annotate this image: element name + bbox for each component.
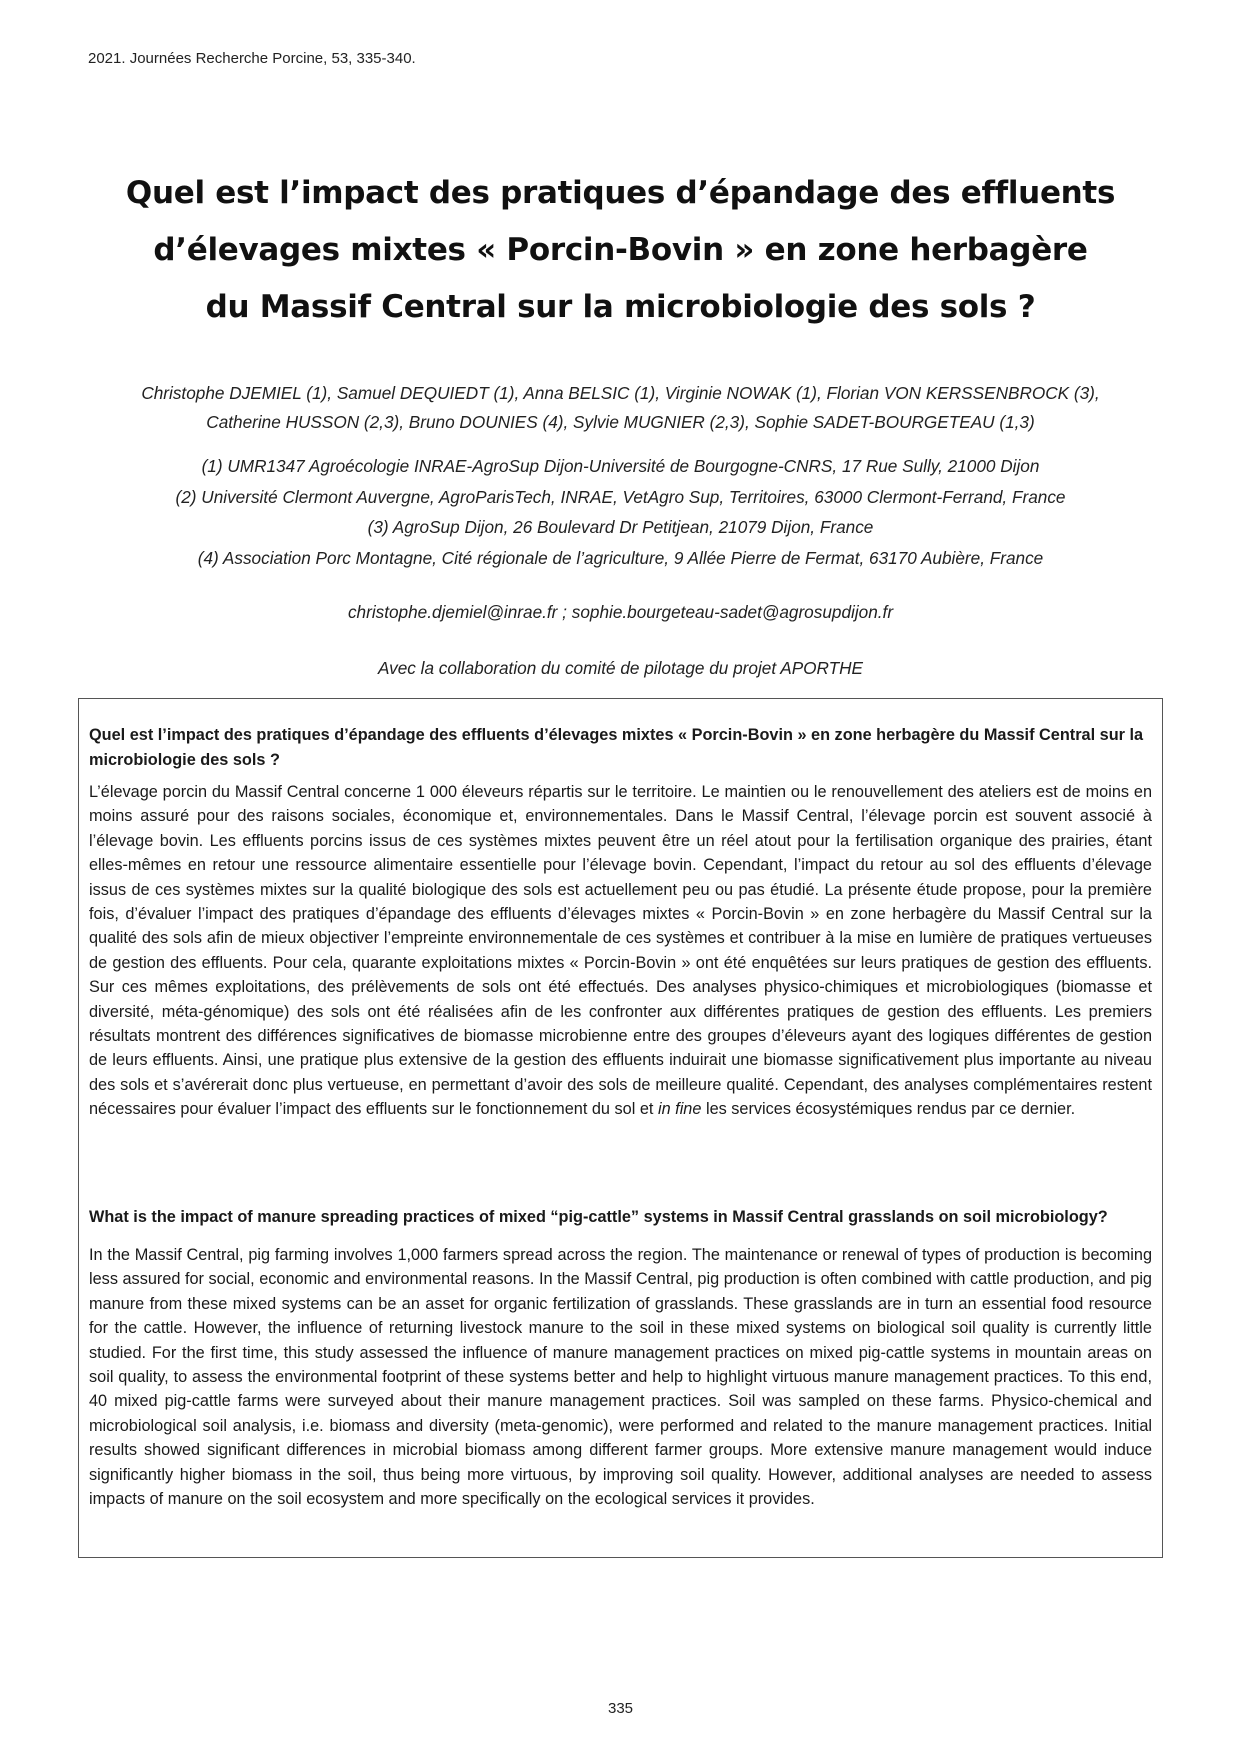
affiliation-1: (1) UMR1347 Agroécologie INRAE-AgroSup Dijon-Université de Bourgogne-CNRS, 17 Rue Sully, 21000 Dijon	[201, 456, 1040, 476]
abstract-en-body: In the Massif Central, pig farming involves 1,000 farmers spread across the region. The maintenance or renewal of types of production is becoming less assured for social, economic and environmental reasons. In the Massif Central, pig production is often combined with cattle production, and pig manure from these mixed systems can be an asset for organic fertilization of grasslands. These grasslands are in turn an essential food resource for the cattle. However, the influence of returning livestock manure to the soil in these mixed systems on biological soil quality is currently little studied. For the first time, this study assessed the influence of manure management practices on mixed pig-cattle systems in mountain areas on soil quality, to assess the environmental footprint of these systems better and help to highlight virtuous manure management practices. To this end, 40 mixed pig-cattle farms were surveyed about their manure management practices. Soil was sampled on these farms. Physico-chemical and microbiological soil analysis, i.e. biomass and diversity (meta-genomic), were performed and related to the manure management practices. Initial results showed significant differences in microbial biomass among different farmer groups. More extensive manure management would induce significantly higher biomass in the soil, thus being more virtuous, by improving soil quality. However, additional analyses are needed to assess impacts of manure on the soil ecosystem and more specifically on the ecological services it provides.	[89, 1246, 1152, 1509]
abstract-en	[89, 1205, 1152, 1511]
affiliations	[80, 451, 1161, 573]
authors	[80, 379, 1161, 437]
title-line: Quel est l’impact des pratiques d’épandage des effluents	[125, 175, 1116, 211]
affiliation-4: (4) Association Porc Montagne, Cité régionale de l’agriculture, 9 Allée Pierre de Fermat, 63170 Aubière, France	[197, 547, 1044, 568]
abstract-fr-title: Quel est l’impact des pratiques d’épandage des effluents d’élevages mixtes « Porcin-Bovin » en zone herbagère du Massif Central sur la microbiologie des sols ?	[89, 726, 1144, 769]
authors-line: Catherine HUSSON (2,3), Bruno DOUNIES (4), Sylvie MUGNIER (2,3), Sophie SADET-BOURGETEAU (1,3)	[206, 412, 1035, 432]
affiliation-2: (2) Université Clermont Auvergne, AgroParisTech, INRAE, VetAgro Sup, Territoires, 63000 Clermont-Ferrand, France	[175, 486, 1066, 507]
paper-title	[110, 165, 1131, 336]
affiliation-3: (3) AgroSup Dijon, 26 Boulevard Dr Petitjean, 21079 Dijon, France	[367, 517, 874, 537]
authors-line: Christophe DJEMIEL (1), Samuel DEQUIEDT (1), Anna BELSIC (1), Virginie NOWAK (1), Florian VON KERSSENBROCK (3),	[141, 383, 1100, 403]
abstract-en-title: What is the impact of manure spreading practices of mixed “pig-cattle” systems in Massif Central grasslands on soil microbiology?	[89, 1208, 1108, 1226]
running-header: 2021. Journées Recherche Porcine, 53, 335-340.	[88, 50, 416, 67]
title-line: d’élevages mixtes « Porcin-Bovin » en zone herbagère	[153, 232, 1088, 268]
emails-text: christophe.djemiel@inrae.fr ; sophie.bourgeteau-sadet@agrosupdijon.fr	[347, 602, 894, 622]
title-line: du Massif Central sur la microbiologie des sols ?	[205, 289, 1036, 325]
abstract-fr-text: L’élevage porcin du Massif Central concerne 1 000 éleveurs répartis sur le territoire. Le maintien ou le renouvellement des ateliers est de moins en moins assuré pour des raisons sociales, économique et, environnementales. Dans le Massif Central, l’élevage porcin est souvent associé à l’élevage bovin. Les effluents porcins issus de ces systèmes mixtes peuvent être un réel atout pour la fertilisation organique des prairies, étant elles-mêmes en retour une ressource alimentaire essentielle pour l’élevage bovin. Cependant, l’impact du retour au sol des effluents d’élevage issus de ces systèmes mixtes sur la qualité biologique des sols est actuellement peu ou pas étudié. La présente étude propose, pour la première fois, d’évaluer l’impact des pratiques d’épandage des effluents d’élevages mixtes « Porcin-Bovin » en zone herbagère du Massif Central sur la qualité des sols afin de mieux objectiver l’empreinte environnementale de ces systèmes et contribuer à la mise en lumière de pratiques vertueuses de gestion des effluents. Pour cela, quarante exploitations mixtes « Porcin-Bovin » ont été enquêtées sur leurs pratiques de gestion des effluents. Sur ces mêmes exploitations, des prélèvements de sols ont été effectués. Des analyses physico-chimiques et microbiologiques (biomasse et diversité, méta-génomique) des sols ont été réalisées afin de les confronter aux différentes pratiques de gestion des effluents. Les premiers résultats montrent des différences significatives de biomasse microbienne entre des groupes d’éleveurs ayant des logiques différentes de gestion de leurs effluents. Ainsi, une pratique plus extensive de la gestion des effluents induirait une biomasse significativement plus importante au niveau des sols et s’avérerait donc plus vertueuse, en permettant d’avoir des sols de meilleure qualité. Cependant, des analyses complémentaires restent nécessaires pour évaluer l’impact des effluents sur le fonctionnement du sol et	[89, 783, 1152, 1119]
abstract-fr-text-end: les services écosystémiques rendus par ce dernier.	[701, 1100, 1076, 1119]
abstract-box	[78, 698, 1163, 1558]
page-number: 335	[607, 1700, 634, 1717]
abstract-fr-italic: in fine	[657, 1100, 702, 1119]
contact-emails	[80, 598, 1161, 626]
abstract-fr-body	[89, 780, 1152, 1122]
collaboration-text: Avec la collaboration du comité de pilotage du projet APORTHE	[377, 658, 864, 678]
abstract-fr	[89, 723, 1152, 1122]
collaboration-note	[80, 654, 1161, 682]
